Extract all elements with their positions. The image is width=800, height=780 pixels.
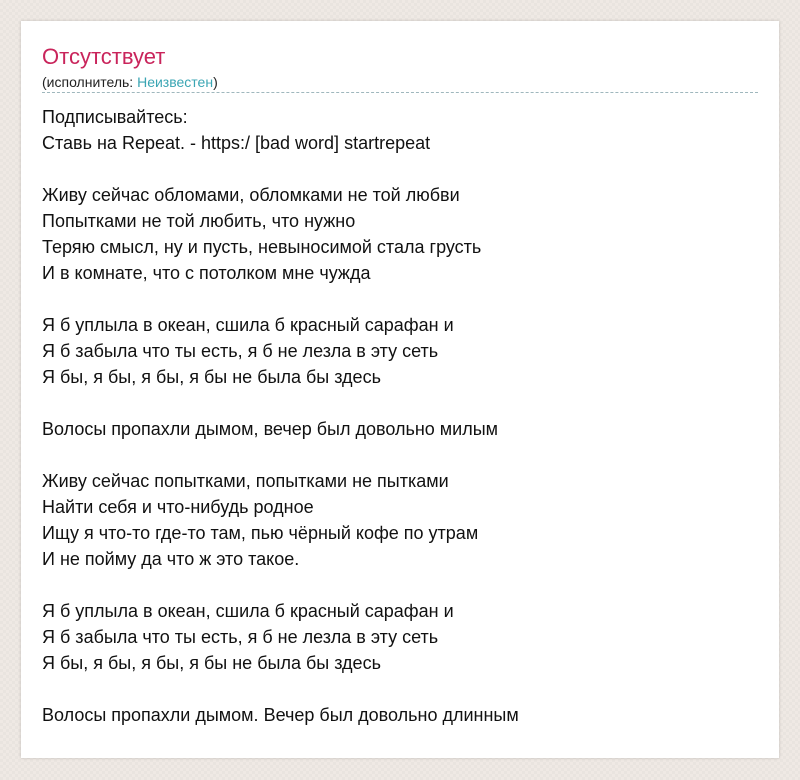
- stanza-gap: [42, 572, 758, 598]
- lyric-line: Я б уплыла в океан, сшила б красный сарафан и: [42, 601, 454, 621]
- lyric-line: И в комнате, что с потолком мне чужда: [42, 263, 371, 283]
- lyric-line: Волосы пропахли дымом. Вечер был довольно длинным: [42, 705, 519, 725]
- stanza-gap: [42, 676, 758, 702]
- lyric-line: Живу сейчас попытками, попытками не пытками: [42, 471, 449, 491]
- stanza-gap: [42, 156, 758, 182]
- lyric-line: Ставь на Repeat. - https:/ [bad word] startrepeat: [42, 133, 431, 153]
- stanza-gap: [42, 286, 758, 312]
- artist-prefix: (исполнитель:: [42, 74, 138, 90]
- lyric-line: И не пойму да что ж это такое.: [42, 549, 300, 569]
- lyric-line: Я б уплыла в океан, сшила б красный сарафан и: [42, 315, 454, 335]
- lyric-line: Теряю смысл, ну и пусть, невыносимой стала грусть: [42, 237, 482, 257]
- lyric-line: Я бы, я бы, я бы, я бы не была бы здесь: [42, 653, 381, 673]
- artist-line: [42, 72, 218, 92]
- song-title: Отсутствует: [42, 44, 166, 69]
- lyric-line: Я бы, я бы, я бы, я бы не была бы здесь: [42, 367, 381, 387]
- lyric-line: Ищу я что-то где-то там, пью чёрный кофе по утрам: [42, 523, 479, 543]
- lyric-line: Живу сейчас обломами, обломками не той любви: [42, 185, 460, 205]
- artist-suffix: ): [213, 74, 218, 90]
- stanza-gap: [42, 442, 758, 468]
- dashed-divider: [42, 92, 758, 93]
- stanza-gap: [42, 390, 758, 416]
- lyric-line: Найти себя и что-нибудь родное: [42, 497, 314, 517]
- lyric-line: Волосы пропахли дымом, вечер был довольно милым: [42, 419, 499, 439]
- lyric-line: Подписывайтесь:: [42, 107, 188, 127]
- artist-link[interactable]: Неизвестен: [137, 74, 214, 90]
- lyrics-card: [21, 21, 779, 758]
- lyric-line: Я б забыла что ты есть, я б не лезла в эту сеть: [42, 341, 439, 361]
- lyrics-body: [42, 104, 758, 728]
- lyric-line: Попытками не той любить, что нужно: [42, 211, 356, 231]
- lyric-line: Я б забыла что ты есть, я б не лезла в эту сеть: [42, 627, 439, 647]
